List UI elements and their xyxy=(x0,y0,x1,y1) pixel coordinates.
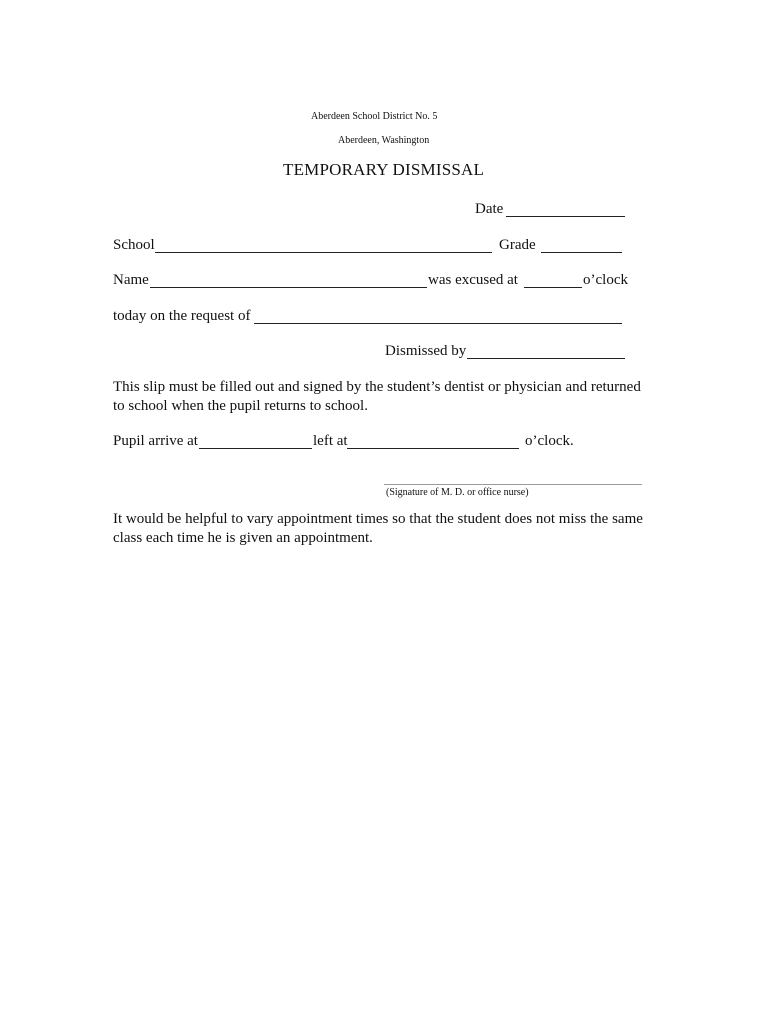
footer-note-line-2: class each time he is given an appointment. xyxy=(113,530,373,546)
grade-field[interactable] xyxy=(541,252,622,253)
name-field[interactable] xyxy=(150,287,427,288)
request-field[interactable] xyxy=(254,323,622,324)
date-label: Date xyxy=(475,201,504,217)
dismissed-by-field[interactable] xyxy=(467,358,625,359)
left-label: left at xyxy=(313,433,348,449)
date-field[interactable] xyxy=(506,216,625,217)
footer-note-line-1: It would be helpful to vary appointment times so that the student does not miss the same xyxy=(113,511,643,527)
signature-field[interactable] xyxy=(384,484,642,485)
left-time-field[interactable] xyxy=(347,448,519,449)
oclock-label: o’clock xyxy=(583,272,628,288)
form-title: TEMPORARY DISMISSAL xyxy=(283,160,485,179)
instructions-line-1: This slip must be filled out and signed by the student’s dentist or physician and returned xyxy=(113,379,641,395)
arrive-label: Pupil arrive at xyxy=(113,433,198,449)
dismissed-label: Dismissed by xyxy=(385,343,467,359)
arrival-oclock-label: o’clock. xyxy=(525,433,574,449)
excused-label: was excused at xyxy=(428,272,518,288)
instructions-line-2: to school when the pupil returns to school. xyxy=(113,398,368,414)
district-name: Aberdeen School District No. 5 xyxy=(311,111,438,122)
grade-label: Grade xyxy=(499,237,536,253)
excused-time-field[interactable] xyxy=(524,287,582,288)
signature-caption: (Signature of M. D. or office nurse) xyxy=(386,487,529,498)
instructions xyxy=(113,378,673,416)
school-label: School xyxy=(113,237,155,253)
school-field[interactable] xyxy=(155,252,492,253)
name-label: Name xyxy=(113,272,149,288)
request-label: today on the request of xyxy=(113,308,251,324)
arrive-time-field[interactable] xyxy=(199,448,312,449)
footer-note xyxy=(113,510,673,548)
district-city: Aberdeen, Washington xyxy=(338,135,430,146)
